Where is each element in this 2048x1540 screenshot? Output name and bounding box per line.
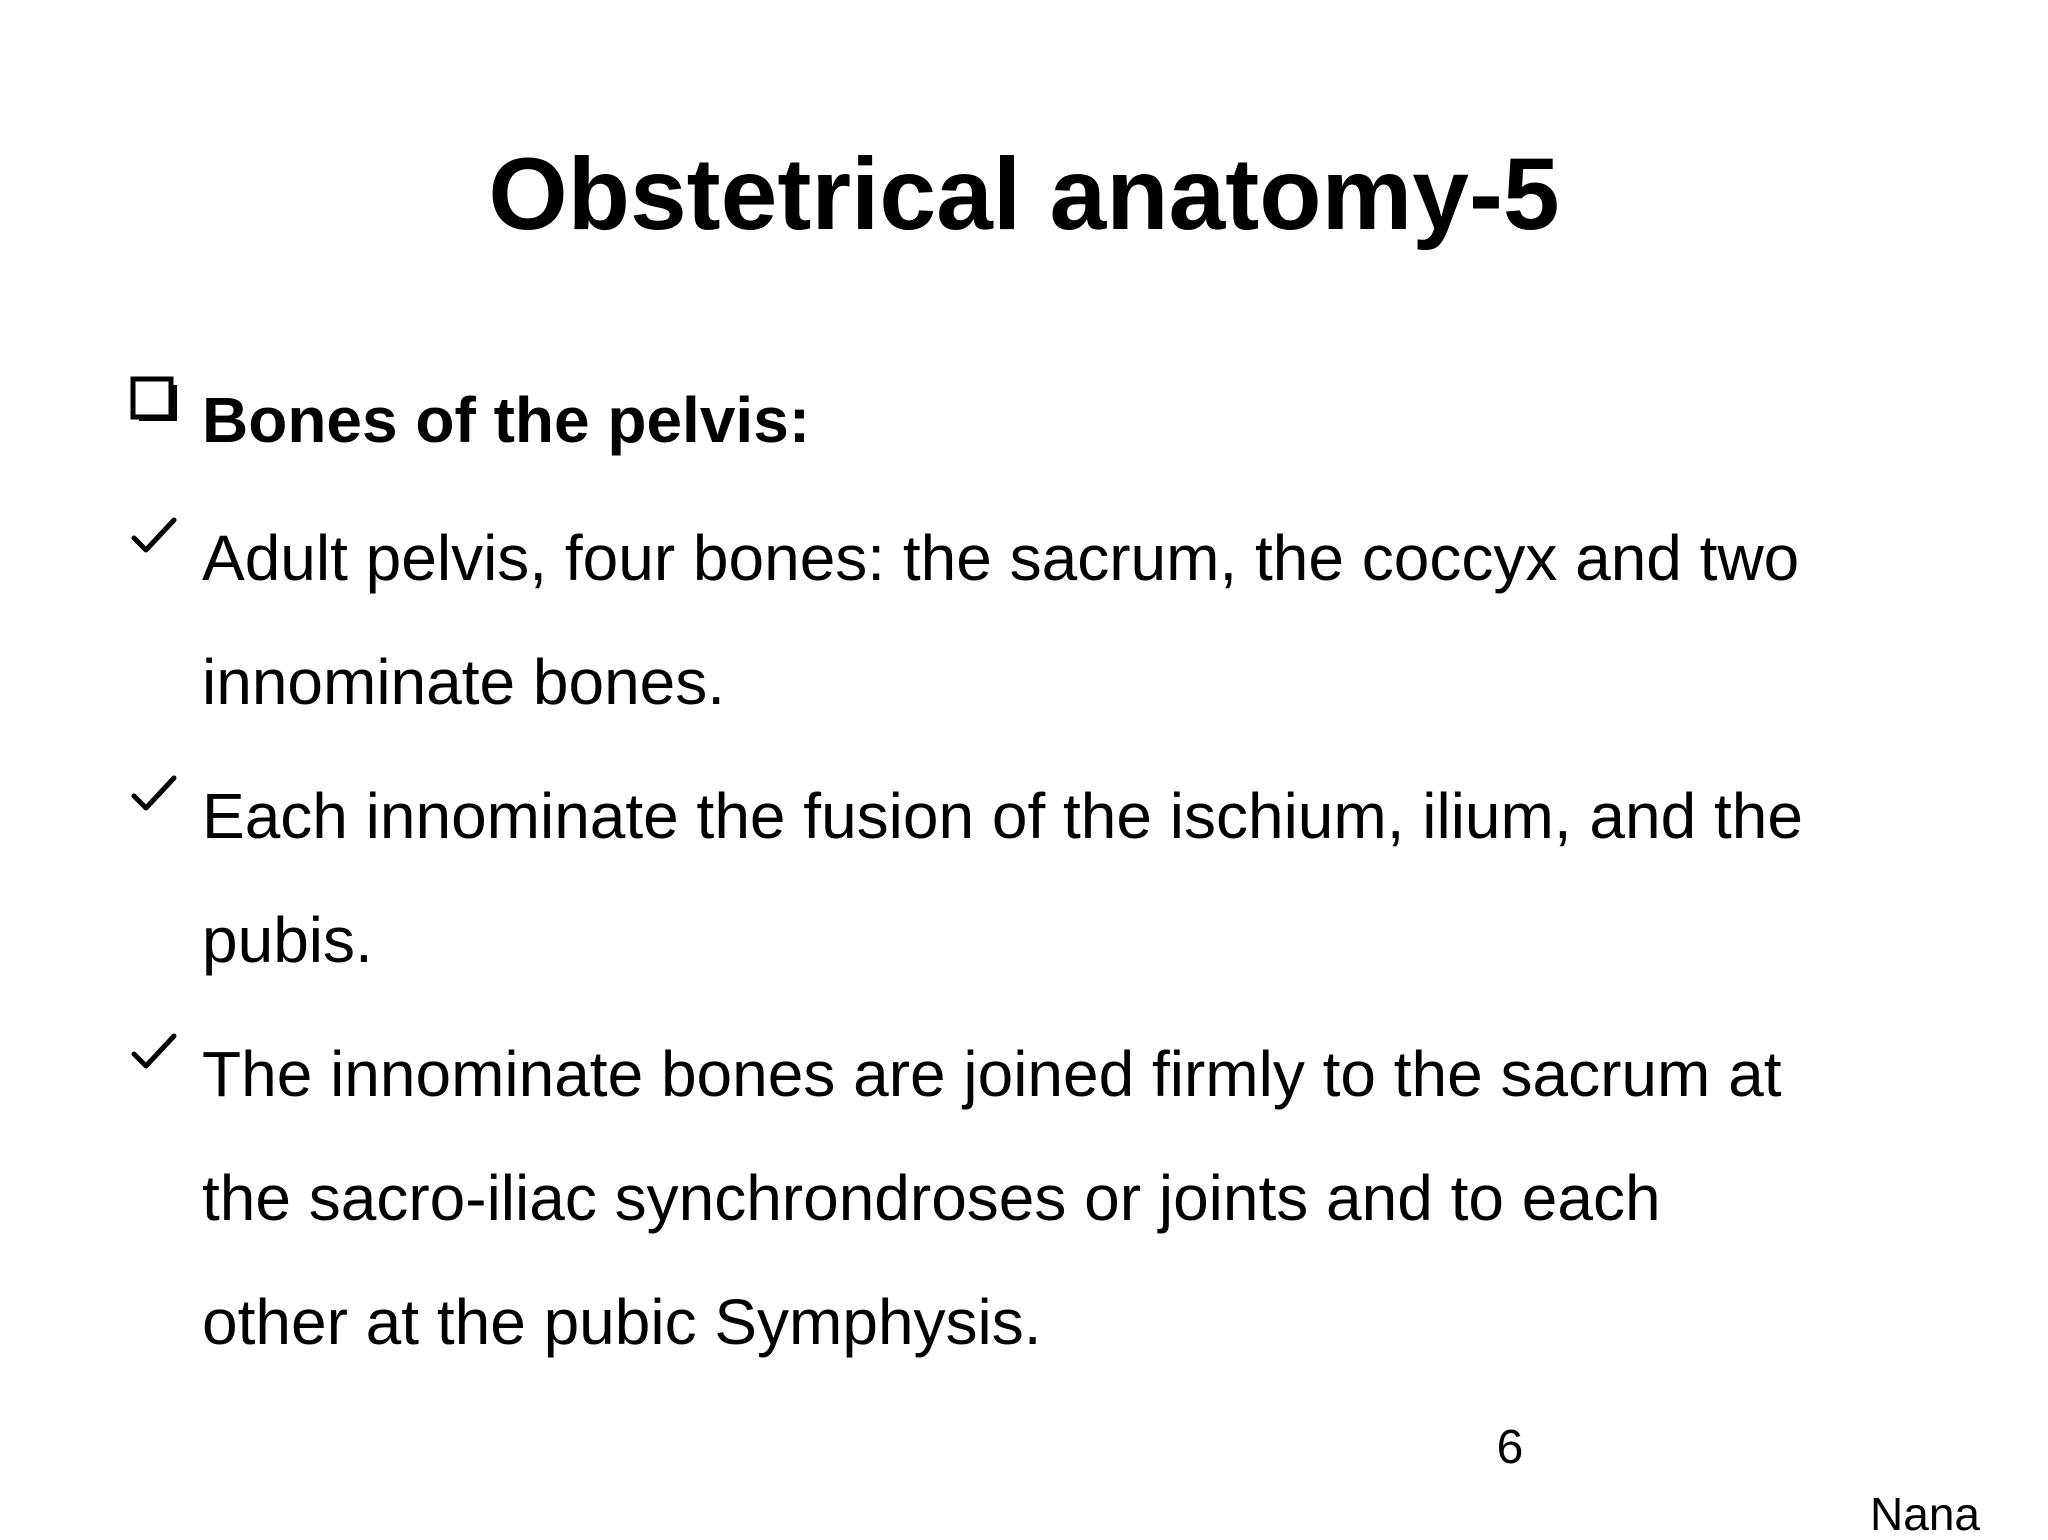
author-footer: Nana xyxy=(1870,1488,1980,1540)
list-item-text: Each innominate the fusion of the ischium, ilium, and the pubis. xyxy=(202,780,1803,976)
square-bullet-icon xyxy=(122,358,202,482)
section-heading xyxy=(122,358,1982,482)
slide-title: Obstetrical anatomy-5 xyxy=(488,137,1560,251)
page-number: 6 xyxy=(1496,1421,1524,1474)
list-item-text: The innominate bones are joined firmly to the sacrum at the sacro-iliac synchrondroses or joints and to each other at the pubic Symphysis. xyxy=(202,1038,1782,1358)
list-item xyxy=(122,1012,1982,1384)
checkmark-icon xyxy=(122,754,202,878)
bullet-list xyxy=(122,358,1982,1384)
list-item-text: Adult pelvis, four bones: the sacrum, the coccyx and two innominate bones. xyxy=(202,522,1800,718)
list-item xyxy=(122,754,1982,1002)
checkmark-icon xyxy=(122,1012,202,1136)
section-heading-text: Bones of the pelvis: xyxy=(202,384,811,456)
checkmark-icon xyxy=(122,496,202,620)
list-item xyxy=(122,496,1982,744)
